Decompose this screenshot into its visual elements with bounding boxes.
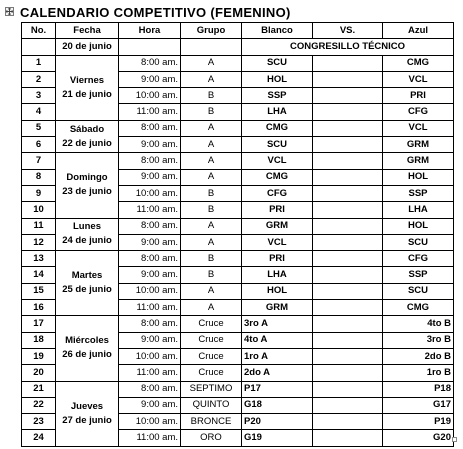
cell-hora: 9:00 am.	[119, 397, 181, 413]
cell-vs	[313, 267, 383, 283]
cell-vs	[313, 381, 383, 397]
cell-blanco: 2do A	[242, 365, 313, 381]
cell-vs	[313, 185, 383, 201]
cell-grupo: A	[181, 218, 242, 234]
day-label: Martes	[71, 270, 103, 282]
cell-hora: 9:00 am.	[119, 169, 181, 185]
cell-grupo: B	[181, 185, 242, 201]
cell-hora: 11:00 am.	[119, 104, 181, 120]
cell-grupo: B	[181, 104, 242, 120]
table-row	[22, 218, 454, 234]
cell-no: 13	[22, 251, 56, 267]
cell-blanco: HOL	[242, 71, 313, 87]
cell-hora: 9:00 am.	[119, 137, 181, 153]
cell-blanco: SSP	[242, 88, 313, 104]
header-hora: Hora	[119, 23, 181, 39]
cell-vs	[313, 397, 383, 413]
cell-azul: G20	[383, 430, 454, 446]
table-row	[22, 251, 454, 267]
cell-vs	[313, 430, 383, 446]
cell-blanco: P17	[242, 381, 313, 397]
cell-hora: 8:00 am.	[119, 316, 181, 332]
cell-blanco: CMG	[242, 169, 313, 185]
cell-hora: 10:00 am.	[119, 185, 181, 201]
cell-vs	[313, 137, 383, 153]
cell-vs	[313, 251, 383, 267]
cell-vs	[313, 316, 383, 332]
cell-no: 3	[22, 88, 56, 104]
cell-grupo: B	[181, 267, 242, 283]
date-cell-domingo	[56, 153, 119, 218]
date-cell-lunes	[56, 218, 119, 251]
schedule-table	[21, 22, 454, 447]
cell-no: 19	[22, 348, 56, 364]
cell-no: 6	[22, 137, 56, 153]
cell-grupo: Cruce	[181, 316, 242, 332]
cell-grupo: Cruce	[181, 365, 242, 381]
cell-no: 10	[22, 202, 56, 218]
table-header-row	[22, 23, 454, 39]
cell-vs	[313, 300, 383, 316]
cell-no: 4	[22, 104, 56, 120]
cell-no: 17	[22, 316, 56, 332]
cell-blanco: PRI	[242, 251, 313, 267]
cell-hora: 8:00 am.	[119, 381, 181, 397]
cell-no: 2	[22, 71, 56, 87]
cell-blanco: 3ro A	[242, 316, 313, 332]
header-azul: Azul	[383, 23, 454, 39]
day-label: Lunes	[73, 221, 101, 233]
cell-azul: 2do B	[383, 348, 454, 364]
cell-hora: 10:00 am.	[119, 348, 181, 364]
cell-blanco: CFG	[242, 185, 313, 201]
cell-no: 24	[22, 430, 56, 446]
date-label: 27 de junio	[62, 414, 112, 426]
cell-grupo: A	[181, 300, 242, 316]
cell-azul: GRM	[383, 153, 454, 169]
cell-hora: 10:00 am.	[119, 283, 181, 299]
cell-no: 11	[22, 218, 56, 234]
cell-azul: P18	[383, 381, 454, 397]
cell-azul: CMG	[383, 300, 454, 316]
cell-blanco: CMG	[242, 120, 313, 136]
cell-azul: LHA	[383, 202, 454, 218]
cell-vs	[313, 218, 383, 234]
cell-grupo: BRONCE	[181, 414, 242, 430]
cell-hora: 8:00 am.	[119, 218, 181, 234]
cell-vs	[313, 55, 383, 71]
date-cell-viernes	[56, 55, 119, 120]
cell-azul: HOL	[383, 218, 454, 234]
cell-blanco: 1ro A	[242, 348, 313, 364]
cell-hora: 11:00 am.	[119, 430, 181, 446]
date-cell-miercoles	[56, 316, 119, 381]
table-row	[22, 316, 454, 332]
table-row	[22, 39, 454, 55]
cell-azul: SSP	[383, 267, 454, 283]
cell-azul: GRM	[383, 137, 454, 153]
cell-azul: CFG	[383, 251, 454, 267]
cell-no: 22	[22, 397, 56, 413]
cell-azul: 3ro B	[383, 332, 454, 348]
cell-vs	[313, 202, 383, 218]
cell-blanco: LHA	[242, 267, 313, 283]
cell-blanco: PRI	[242, 202, 313, 218]
day-label: Miércoles	[65, 335, 109, 347]
cell-vs	[313, 120, 383, 136]
cell-azul: CMG	[383, 55, 454, 71]
cell-hora: 9:00 am.	[119, 332, 181, 348]
cell-grupo: B	[181, 202, 242, 218]
cell-no: 12	[22, 234, 56, 250]
cell-vs	[313, 234, 383, 250]
cell-vs	[313, 169, 383, 185]
cell-hora: 8:00 am.	[119, 120, 181, 136]
cell-vs	[313, 414, 383, 430]
cell-blanco: LHA	[242, 104, 313, 120]
table-move-handle-icon[interactable]	[5, 7, 14, 16]
cell-grupo: A	[181, 120, 242, 136]
cell-azul: 4to B	[383, 316, 454, 332]
cell-azul: PRI	[383, 88, 454, 104]
cell-hora: 11:00 am.	[119, 202, 181, 218]
cell-blanco: G18	[242, 397, 313, 413]
cell-azul: 1ro B	[383, 365, 454, 381]
cell-no: 8	[22, 169, 56, 185]
table-row	[22, 381, 454, 397]
cell-azul: HOL	[383, 169, 454, 185]
cell-grupo: Cruce	[181, 348, 242, 364]
cell-no: 9	[22, 185, 56, 201]
day-label: Viernes	[69, 74, 105, 86]
cell-grupo: Cruce	[181, 332, 242, 348]
cell-grupo: QUINTO	[181, 397, 242, 413]
congresillo-date: 20 de junio	[56, 39, 119, 55]
date-label: 24 de junio	[62, 235, 112, 247]
day-label: Sábado	[69, 123, 105, 135]
cell-hora: 8:00 am.	[119, 55, 181, 71]
date-label: 25 de junio	[62, 284, 112, 296]
cell-grupo: A	[181, 55, 242, 71]
date-label: 26 de junio	[62, 349, 112, 361]
cell-no: 23	[22, 414, 56, 430]
cell-hora: 11:00 am.	[119, 300, 181, 316]
cell-hora: 9:00 am.	[119, 234, 181, 250]
cell-no: 1	[22, 55, 56, 71]
cell-vs	[313, 104, 383, 120]
cell-grupo: B	[181, 251, 242, 267]
cell-azul: P19	[383, 414, 454, 430]
cell-hora	[119, 39, 181, 55]
cell-grupo: SEPTIMO	[181, 381, 242, 397]
cell-hora: 9:00 am.	[119, 267, 181, 283]
cell-blanco: GRM	[242, 300, 313, 316]
cell-grupo: ORO	[181, 430, 242, 446]
cell-no: 5	[22, 120, 56, 136]
cell-grupo: A	[181, 234, 242, 250]
cell-hora: 10:00 am.	[119, 414, 181, 430]
day-label: Domingo	[66, 172, 108, 184]
cell-vs	[313, 71, 383, 87]
page-title: CALENDARIO COMPETITIVO (FEMENINO)	[20, 5, 291, 20]
date-cell-martes	[56, 251, 119, 316]
date-label: 21 de junio	[62, 88, 112, 100]
cell-blanco: SCU	[242, 55, 313, 71]
cell-hora: 9:00 am.	[119, 71, 181, 87]
header-blanco: Blanco	[242, 23, 313, 39]
cell-azul: VCL	[383, 71, 454, 87]
cell-azul: SSP	[383, 185, 454, 201]
cell-grupo: A	[181, 169, 242, 185]
cell-azul: SCU	[383, 283, 454, 299]
cell-blanco: GRM	[242, 218, 313, 234]
cell-blanco: G19	[242, 430, 313, 446]
day-label: Jueves	[70, 400, 104, 412]
cell-hora: 8:00 am.	[119, 251, 181, 267]
cell-vs	[313, 283, 383, 299]
cell-no: 18	[22, 332, 56, 348]
cell-azul: CFG	[383, 104, 454, 120]
cell-hora: 11:00 am.	[119, 365, 181, 381]
header-vs: VS.	[313, 23, 383, 39]
cell-vs	[313, 365, 383, 381]
date-label: 22 de junio	[62, 137, 112, 149]
header-no: No.	[22, 23, 56, 39]
cell-grupo: A	[181, 283, 242, 299]
cell-blanco: P20	[242, 414, 313, 430]
cell-no: 20	[22, 365, 56, 381]
date-cell-sabado	[56, 120, 119, 153]
cell-no: 7	[22, 153, 56, 169]
date-cell-jueves	[56, 381, 119, 446]
cell-azul: G17	[383, 397, 454, 413]
cell-grupo: A	[181, 137, 242, 153]
cell-azul: SCU	[383, 234, 454, 250]
header-grupo: Grupo	[181, 23, 242, 39]
header-fecha: Fecha	[56, 23, 119, 39]
cell-hora: 8:00 am.	[119, 153, 181, 169]
cell-no: 16	[22, 300, 56, 316]
cell-no	[22, 39, 56, 55]
cell-blanco: 4to A	[242, 332, 313, 348]
cell-vs	[313, 153, 383, 169]
cell-blanco: SCU	[242, 137, 313, 153]
table-row	[22, 153, 454, 169]
cell-grupo: A	[181, 71, 242, 87]
cell-no: 21	[22, 381, 56, 397]
cell-blanco: VCL	[242, 153, 313, 169]
cell-blanco: VCL	[242, 234, 313, 250]
cell-hora: 10:00 am.	[119, 88, 181, 104]
cell-vs	[313, 348, 383, 364]
cell-blanco: HOL	[242, 283, 313, 299]
cell-vs	[313, 88, 383, 104]
cell-vs	[313, 332, 383, 348]
cell-no: 15	[22, 283, 56, 299]
table-resize-handle-icon[interactable]	[452, 437, 457, 442]
cell-grupo	[181, 39, 242, 55]
table-row	[22, 120, 454, 136]
date-label: 23 de junio	[62, 186, 112, 198]
cell-grupo: A	[181, 153, 242, 169]
congresillo-label: CONGRESILLO TÉCNICO	[242, 39, 454, 55]
cell-no: 14	[22, 267, 56, 283]
table-row	[22, 55, 454, 71]
cell-grupo: B	[181, 88, 242, 104]
cell-azul: VCL	[383, 120, 454, 136]
